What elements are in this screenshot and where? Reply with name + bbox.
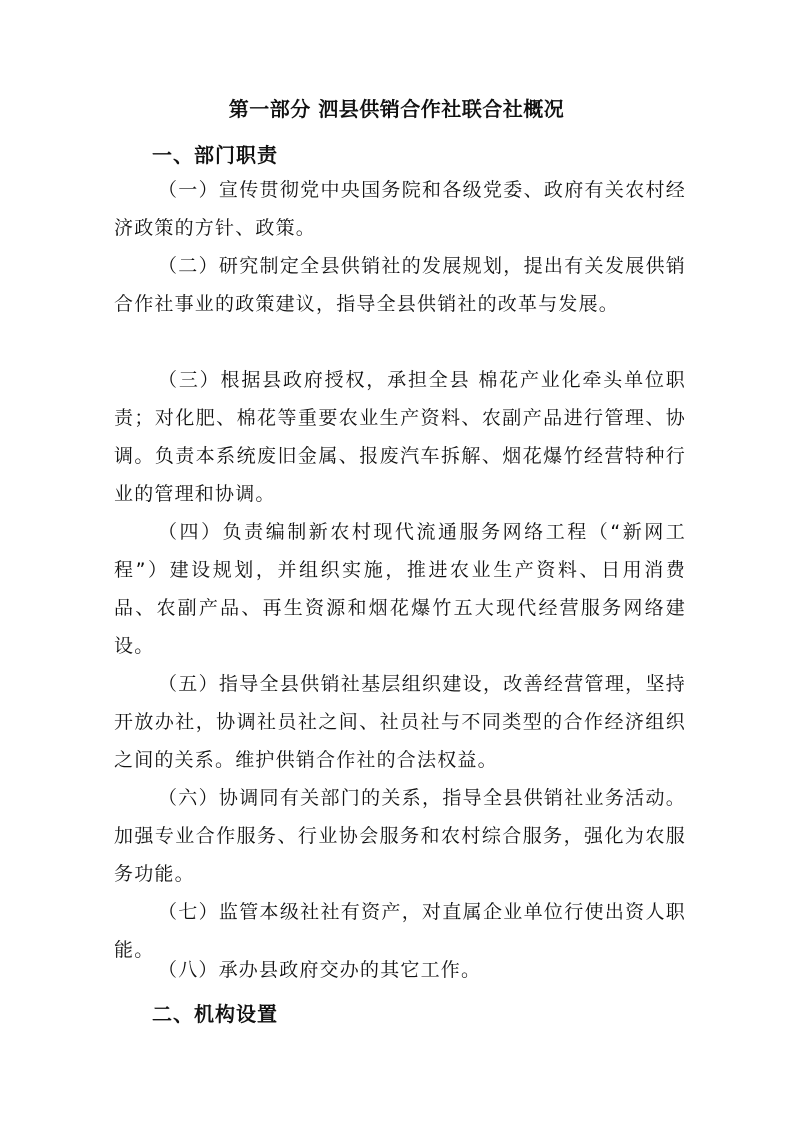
paragraph-duty-8: （八）承办县政府交办的其它工作。 bbox=[158, 959, 482, 981]
section-heading-organization: 二、机构设置 bbox=[152, 1002, 278, 1026]
paragraph-duty-6: （六）协调同有关部门的关系，指导全县供销社业务活动。加强专业合作服务、行业协会服务和农村综合服务，强化为农服务功能。 bbox=[114, 787, 686, 885]
paragraph-duty-2: （二）研究制定全县供销社的发展规划，提出有关发展供销合作社事业的政策建议，指导全县供销社的改革与发展。 bbox=[114, 255, 686, 315]
paragraph-duty-7: （七）监管本级社社有资产，对直属企业单位行使出资人职能。 bbox=[114, 901, 686, 961]
paragraph-duty-5: （五）指导全县供销社基层组织建设，改善经营管理，坚持开放办社，协调社员社之间、社员社与不同类型的合作经济组织之间的关系。维护供销合作社的合法权益。 bbox=[114, 673, 686, 771]
paragraph-duty-1: （一）宣传贯彻党中央国务院和各级党委、政府有关农村经济政策的方针、政策。 bbox=[114, 179, 686, 239]
paragraph-duty-4: （四）负责编制新农村现代流通服务网络工程（“新网工程”）建设规划，并组织实施，推进农业生产资料、日用消费品、农副产品、再生资源和烟花爆竹五大现代经营服务网络建设。 bbox=[114, 521, 686, 657]
section-heading-duties: 一、部门职责 bbox=[152, 143, 278, 167]
paragraph-duty-3: （三）根据县政府授权，承担全县 棉花产业化牵头单位职责；对化肥、棉花等重要农业生产资料、农副产品进行管理、协调。负责本系统废旧金属、报废汽车拆解、烟花爆竹经营特种行业的管理和协调。 bbox=[114, 369, 686, 505]
page-title: 第一部分 泗县供销合作社联合社概况 bbox=[228, 97, 565, 121]
